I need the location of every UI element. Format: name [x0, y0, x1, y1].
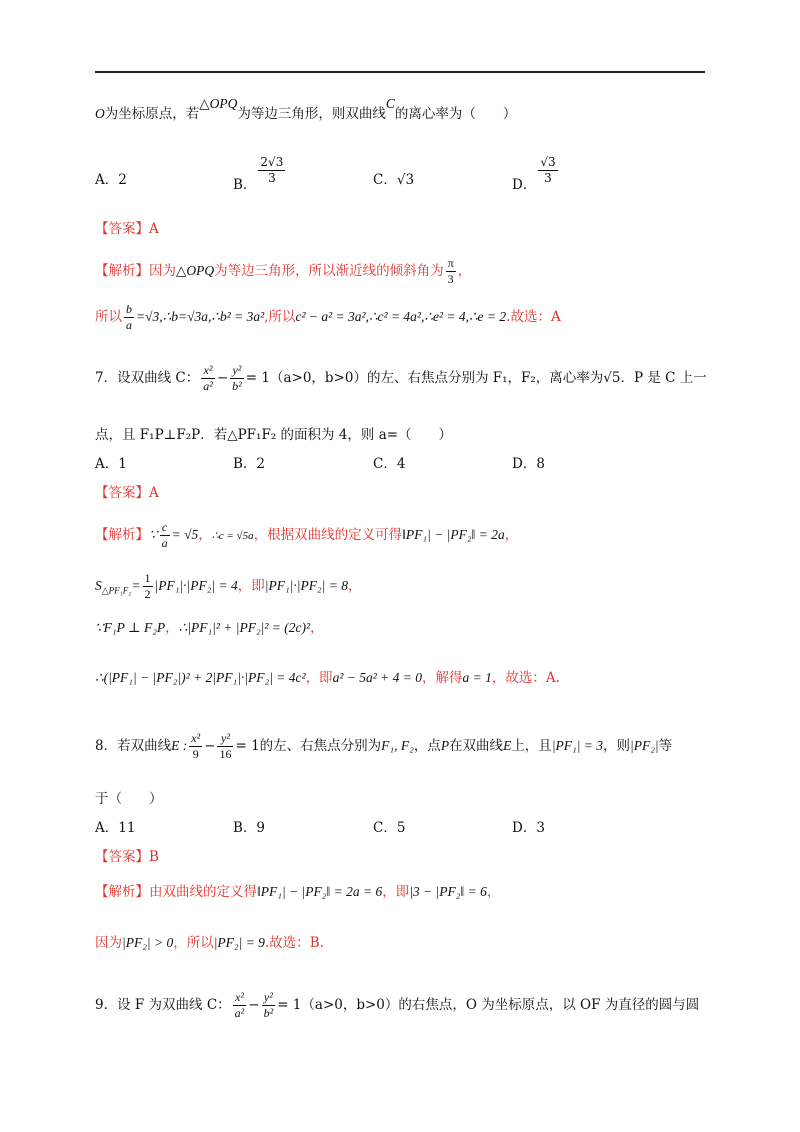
q6-answer: 【答案】A	[95, 221, 159, 237]
q9-stem: 9．设 F 为双曲线 C： $\frac{\text{x²}}{\text{a²}}$ − $\frac{\text{y²}}{\text{b²}}$ = 1（a>0，b>0）的右焦点，O 为坐标原点，以 OF 为直径的圆与圆	[95, 990, 700, 1020]
q6-analysis-1: 【解析】因为△OPQ为等边三角形，所以渐近线的倾斜角为 $\frac{\pi}{3}$ ，	[95, 256, 472, 286]
q7-option-d: D．8	[512, 456, 545, 472]
q8-analysis-2: 因为|PF₂| > 0，所以|PF₂| = 9.故选：B.	[95, 935, 324, 951]
q6-analysis-2: 所以 $\frac{b}{a}$ =√3,∴b=√3a,∴b² = 3a²,所以c² − a² = 3a²,∴c² = 4a²,∴e² = 4,∴e = 2.故选：A	[95, 302, 561, 332]
q7-analysis-1: 【解析】∵ $\frac{c}{a}$ = √5，∴c = √5a，根据双曲线的定义可得‖PF₁| − |PF₂‖ = 2a，	[95, 520, 519, 550]
q7-analysis-3: ∵F₁P ⊥ F₂P，∴|PF₁|² + |PF₂|² = (2c)²，	[95, 620, 324, 636]
q7-option-a: A．1	[95, 456, 127, 472]
q8-option-d: D．3	[512, 820, 545, 836]
q7-analysis-4: ∴(|PF₁| − |PF₂|)² + 2|PF₁|·|PF₂| = 4c²，即a² − 5a² + 4 = 0，解得a = 1，故选：A.	[95, 670, 560, 686]
header-rule	[95, 71, 705, 73]
q7-answer: 【答案】A	[95, 485, 159, 501]
q7-stem: 7．设双曲线 C： $\frac{\text{x²}}{\text{a²}}$ − $\frac{\text{y²}}{\text{b²}}$ = 1（a>0，b>0）的左、右焦点分别为 F₁，F₂，离心率为√5．P 是 C 上一	[95, 363, 707, 393]
q7-analysis-2: $S_{\triangle PF_1F_2}=$ $\frac{1}{2}$ |PF₁|·|PF₂| = 4，即|PF₁|·|PF₂| = 8，	[95, 571, 362, 601]
q6-stem: O为坐标原点，若△OPQ为等边三角形，则双曲线C的离心率为（ ）	[95, 96, 517, 122]
q8-analysis-1: 【解析】由双曲线的定义得‖PF₁| − |PF₂‖ = 2a = 6，即|3 − |PF₂‖ = 6，	[95, 884, 501, 900]
q6-option-b: B． $\frac{2√3}{3}$	[233, 155, 284, 193]
q7-stem-2: 点，且 F₁P⊥F₂P．若△PF₁F₂ 的面积为 4，则 a=（ ）	[95, 427, 453, 443]
q6-option-d: D． $\frac{√3}{3}$	[512, 155, 556, 193]
q8-stem-2: 于（ ）	[95, 791, 163, 807]
q8-option-b: B．9	[233, 820, 266, 836]
q7-option-b: B．2	[233, 456, 266, 472]
q8-option-c: C．5	[373, 820, 406, 836]
q8-option-a: A．11	[95, 820, 136, 836]
q8-answer: 【答案】B	[95, 849, 159, 865]
q6-option-a: A．2	[95, 172, 127, 188]
q7-option-c: C．4	[373, 456, 406, 472]
q8-stem: 8．若双曲线E : $\frac{\text{x²}}{9}$ − $\frac{\text{y²}}{16}$ = 1的左、右焦点分别为F₁, F₂，点P在双曲线E上，且|PF₁| = 3，则|PF₂|等	[95, 731, 673, 761]
q6-option-c: C．√3	[373, 172, 415, 188]
